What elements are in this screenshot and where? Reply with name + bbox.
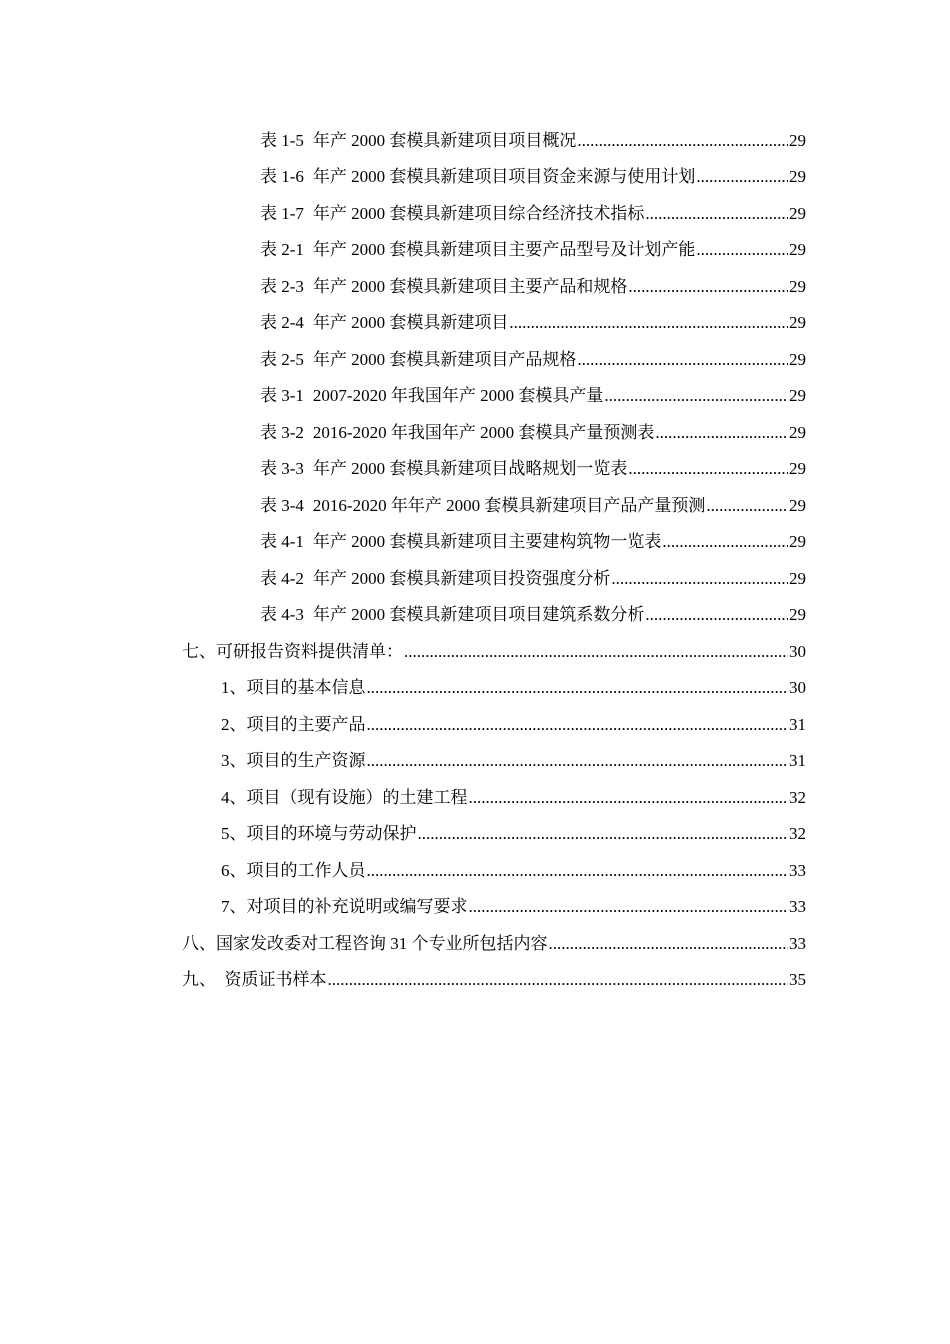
toc-entry-number: 表 1-5 (260, 130, 304, 150)
toc-entry-title: 年产 2000 套模具新建项目投资强度分析 (312, 568, 611, 588)
toc-entry-page: 29 (789, 276, 806, 296)
toc-entry-page: 29 (789, 167, 806, 187)
toc-entry-number: 表 2-5 (260, 349, 304, 369)
toc-entry-number: 表 4-3 (260, 605, 304, 625)
toc-entry-page: 29 (789, 605, 806, 625)
toc-leader-dots (469, 788, 789, 808)
toc-leader-dots (367, 751, 789, 771)
toc-entry-number: 表 4-1 (260, 532, 304, 552)
toc-entry[interactable] (0, 449, 950, 486)
toc-entry-page: 29 (789, 130, 806, 150)
toc-entry-title: 2007-2020 年我国年产 2000 套模具产量 (312, 386, 604, 406)
toc-entry-title: 2016-2020 年我国年产 2000 套模具产量预测表 (312, 422, 655, 442)
toc-entry[interactable] (0, 485, 950, 522)
toc-entry[interactable] (0, 558, 950, 595)
toc-entry[interactable] (0, 522, 950, 559)
toc-entry-title: 年产 2000 套模具新建项目产品规格 (312, 349, 577, 369)
toc-entry-page: 29 (789, 459, 806, 479)
toc-entry-page: 29 (789, 568, 806, 588)
toc-leader-dots (645, 605, 788, 625)
toc-entry-number: 表 3-3 (260, 459, 304, 479)
toc-section-entry[interactable] (0, 631, 950, 668)
toc-entry-title: 1、项目的基本信息 (221, 678, 366, 698)
toc-leader-dots (628, 277, 788, 297)
toc-leader-dots (645, 204, 788, 224)
toc-entry-page: 29 (789, 349, 806, 369)
toc-entry-page: 31 (789, 714, 806, 734)
toc-leader-dots (509, 313, 788, 333)
toc-entry-title: 7、对项目的补充说明或编写要求 (221, 897, 468, 917)
toc-entry-title: 年产 2000 套模具新建项目项目概况 (312, 130, 577, 150)
toc-entry-title: 七、可研报告资料提供清单： (182, 641, 403, 661)
toc-subsection-entry[interactable] (0, 814, 950, 851)
toc-leader-dots (328, 970, 789, 990)
toc-entry-title: 年产 2000 套模具新建项目 (312, 313, 509, 333)
toc-leader-dots (469, 897, 789, 917)
toc-subsection-entry[interactable] (0, 704, 950, 741)
toc-entry-page: 29 (789, 532, 806, 552)
toc-entry[interactable] (0, 266, 950, 303)
toc-entry-page: 33 (789, 860, 806, 880)
toc-entry-title: 八、国家发改委对工程咨询 31 个专业所包括内容 (182, 933, 548, 953)
toc-leader-dots (404, 642, 788, 662)
toc-entry-number: 表 2-4 (260, 313, 304, 333)
toc-entry[interactable] (0, 412, 950, 449)
toc-entry-page: 33 (789, 933, 806, 953)
toc-subsection-entry[interactable] (0, 741, 950, 778)
toc-subsection-entry[interactable] (0, 887, 950, 924)
toc-entry-title: 4、项目（现有设施）的土建工程 (221, 787, 468, 807)
toc-leader-dots (628, 459, 788, 479)
toc-entry-title: 6、项目的工作人员 (221, 860, 366, 880)
table-of-contents (0, 120, 950, 996)
toc-subsection-entry[interactable] (0, 850, 950, 887)
toc-leader-dots (418, 824, 789, 844)
toc-entry-number: 表 3-4 (260, 495, 304, 515)
toc-section-entry[interactable] (0, 960, 950, 997)
toc-entry[interactable] (0, 376, 950, 413)
toc-entry-title: 5、项目的环境与劳动保护 (221, 824, 417, 844)
toc-entry-page: 29 (789, 495, 806, 515)
toc-leader-dots (662, 532, 788, 552)
toc-leader-dots (696, 167, 788, 187)
toc-leader-dots (696, 240, 788, 260)
toc-entry-number: 表 4-2 (260, 568, 304, 588)
toc-entry[interactable] (0, 120, 950, 157)
toc-entry-page: 30 (789, 678, 806, 698)
toc-entry-title: 年产 2000 套模具新建项目项目资金来源与使用计划 (312, 167, 696, 187)
toc-leader-dots (367, 861, 789, 881)
toc-entry-title: 九、 资质证书样本 (182, 970, 327, 990)
toc-entry[interactable] (0, 193, 950, 230)
toc-entry-number: 表 3-2 (260, 422, 304, 442)
toc-entry-number: 表 3-1 (260, 386, 304, 406)
toc-entry-title: 2、项目的主要产品 (221, 714, 366, 734)
toc-entry-page: 29 (789, 313, 806, 333)
toc-entry[interactable] (0, 339, 950, 376)
toc-entry-title: 3、项目的生产资源 (221, 751, 366, 771)
toc-entry-title: 2016-2020 年年产 2000 套模具新建项目产品产量预测 (312, 495, 706, 515)
toc-entry-title: 年产 2000 套模具新建项目综合经济技术指标 (312, 203, 645, 223)
toc-leader-dots (367, 678, 789, 698)
toc-entry-number: 表 1-6 (260, 167, 304, 187)
toc-entry-number: 表 2-3 (260, 276, 304, 296)
toc-entry[interactable] (0, 157, 950, 194)
toc-leader-dots (706, 496, 788, 516)
toc-entry-number: 表 1-7 (260, 203, 304, 223)
toc-entry-page: 29 (789, 422, 806, 442)
toc-leader-dots (549, 934, 789, 954)
toc-entry-page: 29 (789, 240, 806, 260)
toc-entry-title: 年产 2000 套模具新建项目主要产品型号及计划产能 (312, 240, 696, 260)
toc-leader-dots (577, 350, 788, 370)
toc-entry-page: 33 (789, 897, 806, 917)
toc-entry-title: 年产 2000 套模具新建项目项目建筑系数分析 (312, 605, 645, 625)
toc-entry-page: 29 (789, 203, 806, 223)
toc-entry-page: 30 (789, 641, 806, 661)
toc-section-entry[interactable] (0, 923, 950, 960)
toc-leader-dots (367, 715, 789, 735)
toc-entry-page: 32 (789, 824, 806, 844)
toc-entry[interactable] (0, 595, 950, 632)
toc-leader-dots (655, 423, 788, 443)
toc-entry-page: 31 (789, 751, 806, 771)
toc-subsection-entry[interactable] (0, 668, 950, 705)
toc-entry-title: 年产 2000 套模具新建项目主要产品和规格 (312, 276, 628, 296)
toc-leader-dots (604, 386, 788, 406)
toc-entry-number: 表 2-1 (260, 240, 304, 260)
toc-entry-title: 年产 2000 套模具新建项目主要建构筑物一览表 (312, 532, 662, 552)
toc-entry-title: 年产 2000 套模具新建项目战略规划一览表 (312, 459, 628, 479)
toc-entry-page: 32 (789, 787, 806, 807)
toc-entry[interactable] (0, 230, 950, 267)
toc-entry-page: 29 (789, 386, 806, 406)
toc-entry-page: 35 (789, 970, 806, 990)
toc-entry[interactable] (0, 303, 950, 340)
toc-leader-dots (577, 131, 788, 151)
toc-subsection-entry[interactable] (0, 777, 950, 814)
toc-leader-dots (611, 569, 788, 589)
